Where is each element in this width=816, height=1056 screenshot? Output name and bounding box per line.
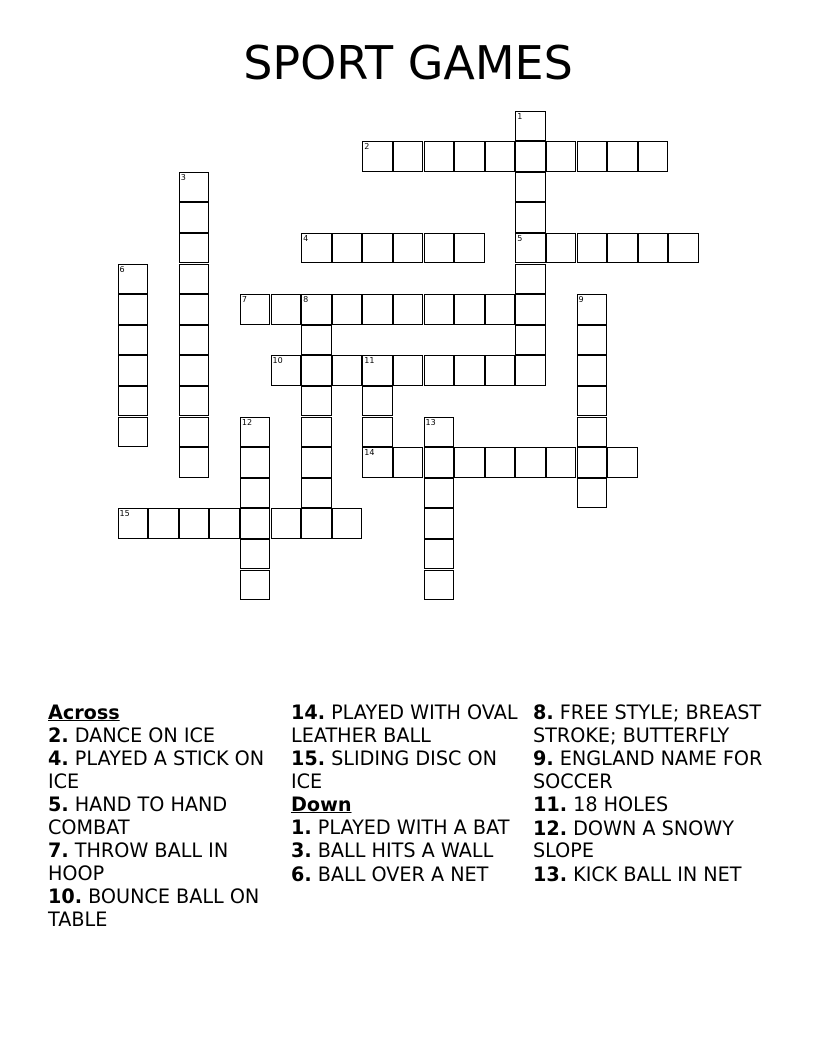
clue-text: FREE STYLE; BREAST STROKE; BUTTERFLY xyxy=(533,701,762,747)
grid-cell[interactable] xyxy=(485,355,516,386)
cell-number: 15 xyxy=(119,509,130,519)
grid-cell[interactable] xyxy=(577,141,608,172)
grid-cell[interactable] xyxy=(546,141,577,172)
grid-cell[interactable] xyxy=(577,233,608,264)
clue-item xyxy=(48,840,278,885)
grid-cell[interactable] xyxy=(301,325,332,356)
grid-cell[interactable] xyxy=(638,233,669,264)
clue-number: 5. xyxy=(48,793,69,816)
grid-cell[interactable] xyxy=(393,355,424,386)
grid-cell[interactable] xyxy=(668,233,699,264)
grid-cell[interactable] xyxy=(301,355,332,386)
clue-text: 18 HOLES xyxy=(573,793,669,816)
clue-text: BALL HITS A WALL xyxy=(317,839,494,862)
grid-cell[interactable] xyxy=(179,264,210,295)
grid-cell[interactable] xyxy=(607,233,638,264)
clue-item xyxy=(533,818,763,863)
grid-cell[interactable] xyxy=(485,447,516,478)
grid-cell[interactable] xyxy=(240,447,271,478)
cell-number: 9 xyxy=(578,295,584,305)
grid-cell[interactable] xyxy=(271,508,302,539)
grid-cell[interactable] xyxy=(332,294,363,325)
grid-cell[interactable] xyxy=(240,570,271,601)
grid-cell[interactable] xyxy=(424,570,455,601)
grid-cell[interactable] xyxy=(607,141,638,172)
grid-cell[interactable] xyxy=(118,294,149,325)
grid-cell[interactable] xyxy=(148,508,179,539)
grid-cell[interactable] xyxy=(577,447,608,478)
grid-cell[interactable] xyxy=(362,355,393,386)
grid-cell[interactable] xyxy=(393,141,424,172)
grid-cell[interactable] xyxy=(362,386,393,417)
clue-item xyxy=(291,702,521,747)
grid-cell[interactable] xyxy=(424,417,455,448)
grid-cell[interactable] xyxy=(454,447,485,478)
clue-column-2 xyxy=(291,702,521,887)
grid-cell[interactable] xyxy=(179,386,210,417)
clue-text: KICK BALL IN NET xyxy=(573,862,742,886)
clue-item xyxy=(48,886,278,931)
cell-number: 3 xyxy=(180,172,186,182)
clue-text: ENGLAND NAME FOR SOCCER xyxy=(533,747,763,793)
grid-cell[interactable] xyxy=(424,233,455,264)
clue-text: THROW BALL IN HOOP xyxy=(48,839,229,885)
clue-number: 4. xyxy=(48,747,69,770)
grid-cell[interactable] xyxy=(271,294,302,325)
grid-cell[interactable] xyxy=(485,141,516,172)
clue-item xyxy=(291,817,521,840)
clue-number: 13. xyxy=(533,862,567,886)
grid-cell[interactable] xyxy=(424,508,455,539)
clue-text: BALL OVER A NET xyxy=(317,862,489,886)
grid-cell[interactable] xyxy=(546,447,577,478)
grid-cell[interactable] xyxy=(118,386,149,417)
grid-cell[interactable] xyxy=(240,539,271,570)
grid-cell[interactable] xyxy=(393,233,424,264)
clue-item xyxy=(48,725,278,748)
grid-cell[interactable] xyxy=(485,294,516,325)
clue-item xyxy=(291,840,521,863)
clue-column-3 xyxy=(533,702,763,887)
clue-number: 2. xyxy=(48,723,69,747)
grid-cell[interactable] xyxy=(577,417,608,448)
grid-cell[interactable] xyxy=(454,233,485,264)
clue-number: 9. xyxy=(533,747,554,770)
clue-item xyxy=(291,748,521,793)
grid-cell[interactable] xyxy=(362,233,393,264)
clue-item xyxy=(291,864,521,887)
grid-cell[interactable] xyxy=(393,447,424,478)
grid-cell[interactable] xyxy=(362,447,393,478)
cell-number: 7 xyxy=(241,295,247,305)
clue-text: PLAYED WITH A BAT xyxy=(317,815,510,839)
cell-number: 5 xyxy=(517,233,523,243)
grid-cell[interactable] xyxy=(577,386,608,417)
grid-cell[interactable] xyxy=(240,294,271,325)
grid-cell[interactable] xyxy=(546,233,577,264)
grid-cell[interactable] xyxy=(362,294,393,325)
grid-cell[interactable] xyxy=(424,539,455,570)
grid-cell[interactable] xyxy=(240,417,271,448)
clue-heading: Across xyxy=(48,701,120,724)
grid-cell[interactable] xyxy=(607,447,638,478)
cell-number: 11 xyxy=(364,356,375,366)
clue-number: 6. xyxy=(291,862,312,886)
clue-number: 10. xyxy=(48,885,82,908)
grid-cell[interactable] xyxy=(393,294,424,325)
grid-cell[interactable] xyxy=(424,447,455,478)
clue-text: DANCE ON ICE xyxy=(74,723,216,747)
clue-number: 1. xyxy=(291,815,312,839)
clue-number: 7. xyxy=(48,839,69,862)
grid-cell[interactable] xyxy=(301,478,332,509)
clue-item xyxy=(48,748,278,793)
clue-number: 3. xyxy=(291,839,312,862)
clue-number: 12. xyxy=(533,816,567,840)
clue-item xyxy=(533,702,763,747)
grid-cell[interactable] xyxy=(118,508,149,539)
clue-item xyxy=(533,748,763,793)
grid-cell[interactable] xyxy=(515,141,546,172)
cell-number: 6 xyxy=(119,264,125,274)
clue-text: HAND TO HAND COMBAT xyxy=(48,793,228,839)
cell-number: 4 xyxy=(303,233,309,243)
cell-number: 13 xyxy=(425,417,436,427)
grid-cell[interactable] xyxy=(179,172,210,203)
grid-cell[interactable] xyxy=(577,355,608,386)
clue-text: BOUNCE BALL ON TABLE xyxy=(48,885,260,931)
grid-cell[interactable] xyxy=(515,355,546,386)
clue-item xyxy=(48,794,278,839)
grid-cell[interactable] xyxy=(209,508,240,539)
grid-cell[interactable] xyxy=(179,447,210,478)
clue-number: 15. xyxy=(291,747,325,770)
cell-number: 2 xyxy=(364,142,370,152)
clue-number: 11. xyxy=(533,793,567,816)
grid-cell[interactable] xyxy=(332,508,363,539)
clue-item xyxy=(533,794,763,817)
puzzle-title: SPORT GAMES xyxy=(243,36,573,90)
grid-cell[interactable] xyxy=(301,386,332,417)
cell-number: 12 xyxy=(241,417,253,427)
clue-text: PLAYED A STICK ON ICE xyxy=(48,747,265,793)
grid-cell[interactable] xyxy=(332,355,363,386)
clue-text: PLAYED WITH OVAL LEATHER BALL xyxy=(291,701,518,747)
grid-cell[interactable] xyxy=(515,447,546,478)
cell-number: 8 xyxy=(303,295,309,305)
grid-cell[interactable] xyxy=(118,325,149,356)
grid-cell[interactable] xyxy=(362,141,393,172)
grid-cell[interactable] xyxy=(577,325,608,356)
clue-text: SLIDING DISC ON ICE xyxy=(291,747,497,793)
grid-cell[interactable] xyxy=(271,355,302,386)
cell-number: 1 xyxy=(517,111,523,121)
grid-cell[interactable] xyxy=(424,294,455,325)
grid-cell[interactable] xyxy=(179,325,210,356)
clue-item xyxy=(533,864,763,887)
grid-cell[interactable] xyxy=(454,294,485,325)
grid-cell[interactable] xyxy=(515,172,546,203)
grid-cell[interactable] xyxy=(424,141,455,172)
grid-cell[interactable] xyxy=(301,447,332,478)
clue-column-1 xyxy=(48,702,278,932)
grid-cell[interactable] xyxy=(179,417,210,448)
cell-number: 14 xyxy=(364,448,375,458)
cell-number: 10 xyxy=(272,356,283,366)
grid-cell[interactable] xyxy=(179,202,210,233)
clue-heading: Down xyxy=(291,793,352,816)
grid-cell[interactable] xyxy=(515,233,546,264)
grid-cell[interactable] xyxy=(179,355,210,386)
grid-cell[interactable] xyxy=(362,417,393,448)
grid-cell[interactable] xyxy=(515,111,546,142)
grid-cell[interactable] xyxy=(515,202,546,233)
grid-cell[interactable] xyxy=(515,264,546,295)
clue-number: 14. xyxy=(291,701,325,724)
grid-cell[interactable] xyxy=(179,508,210,539)
grid-cell[interactable] xyxy=(332,233,363,264)
grid-cell[interactable] xyxy=(301,233,332,264)
grid-cell[interactable] xyxy=(301,508,332,539)
grid-cell[interactable] xyxy=(118,417,149,448)
grid-cell[interactable] xyxy=(301,294,332,325)
grid-cell[interactable] xyxy=(515,325,546,356)
grid-cell[interactable] xyxy=(424,355,455,386)
grid-cell[interactable] xyxy=(240,478,271,509)
grid-cell[interactable] xyxy=(638,141,669,172)
grid-cell[interactable] xyxy=(454,141,485,172)
grid-cell[interactable] xyxy=(179,294,210,325)
grid-cell[interactable] xyxy=(118,264,149,295)
grid-cell[interactable] xyxy=(240,508,271,539)
clue-text: DOWN A SNOWY SLOPE xyxy=(533,816,734,862)
grid-cell[interactable] xyxy=(301,417,332,448)
grid-cell[interactable] xyxy=(118,355,149,386)
grid-cell[interactable] xyxy=(454,355,485,386)
grid-cell[interactable] xyxy=(515,294,546,325)
grid-cell[interactable] xyxy=(577,478,608,509)
grid-cell[interactable] xyxy=(179,233,210,264)
clue-number: 8. xyxy=(533,701,554,724)
grid-cell[interactable] xyxy=(577,294,608,325)
grid-cell[interactable] xyxy=(424,478,455,509)
